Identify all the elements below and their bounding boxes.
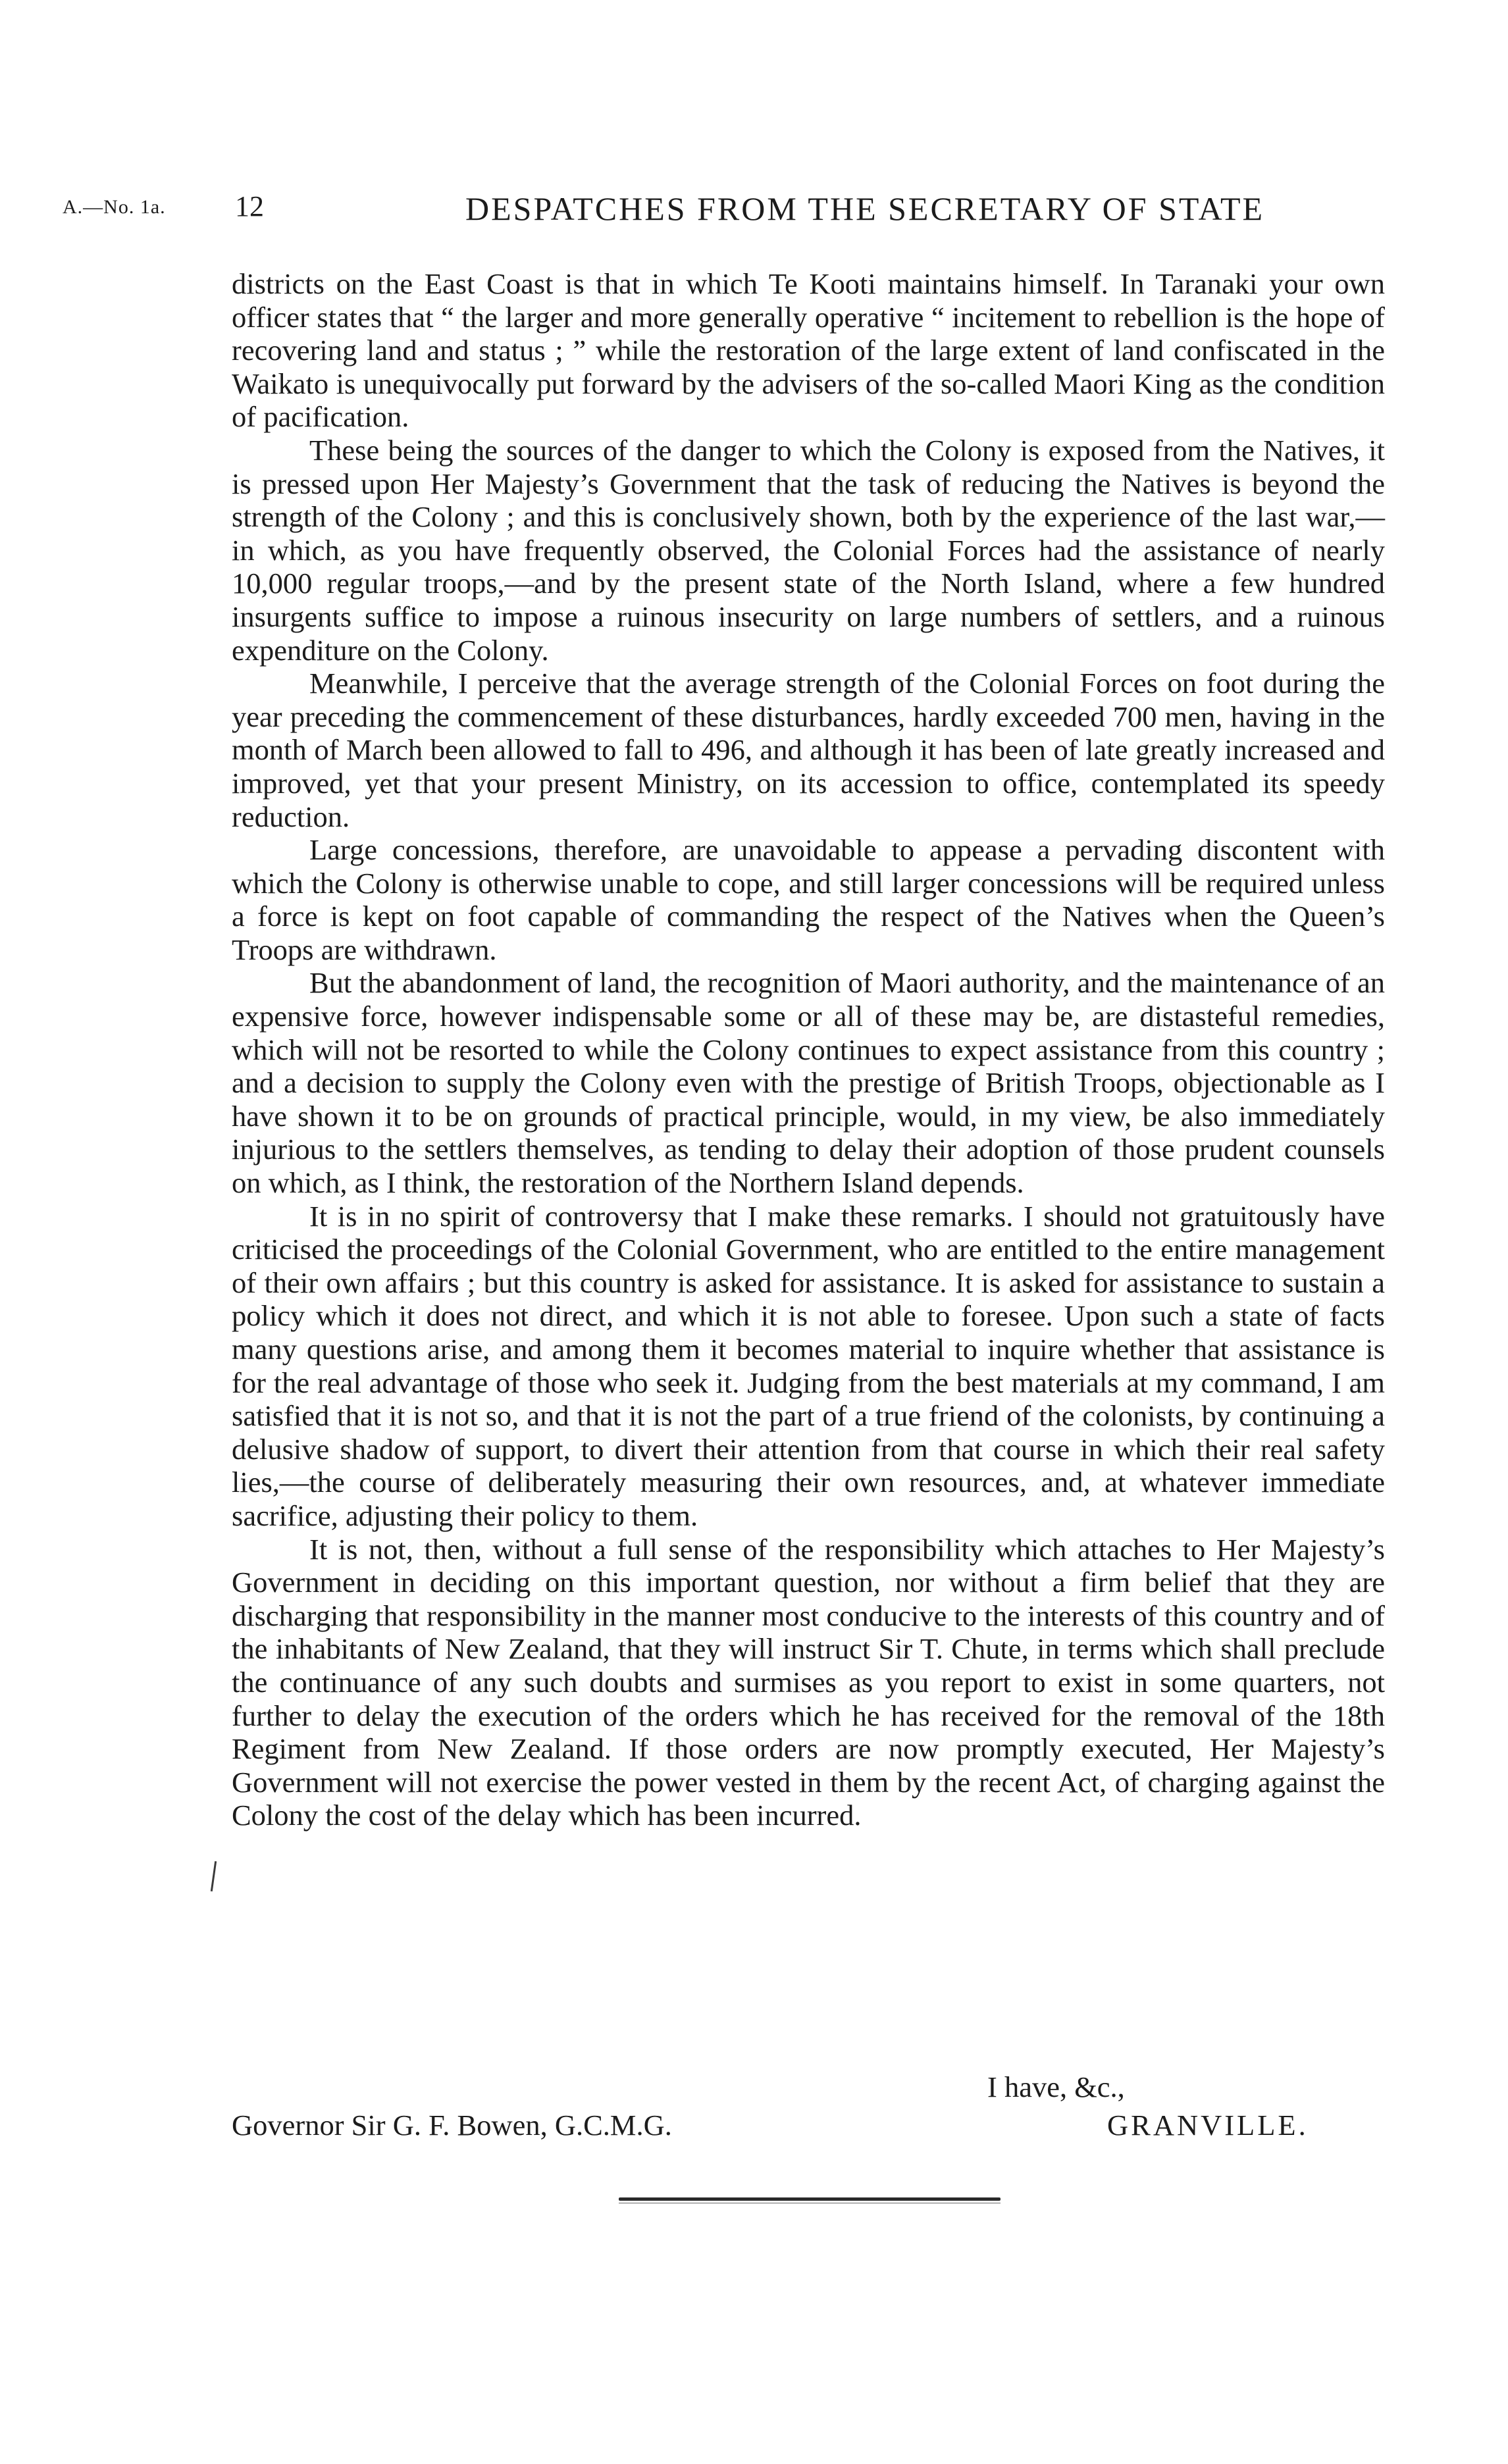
paragraph-1: districts on the East Coast is that in which Te Kooti maintains himself. In Taranaki your own officer states that “ the larger and more generally operative “ incitement to rebellion is the hope of recovering land and status ; ” while the restoration of the large extent of land confiscated in the Waikato is unequivocally put forward by the advisers of the so-called Maori King as the condition of pacification. — [232, 267, 1385, 434]
valediction: I have, &c., — [987, 2070, 1125, 2103]
paragraph-7: It is not, then, without a full sense of the responsibility which attaches to Her Majesty’s Government in deciding on this important question, nor without a firm belief that they are discharging that responsibility in the manner most conducive to the interests of this country and of the inhabitants of New Zealand, that they will instruct Sir T. Chute, in terms which shall preclude the continuance of any such doubts and surmises as you report to exist in some quarters, not further to delay the execution of the orders which he has received for the removal of the 18th Regiment from New Zealand. If those orders are now promptly executed, Her Majesty’s Government will not exercise the power vested in them by the recent Act, of charging against the Colony the cost of the delay which has been incurred. — [232, 1532, 1385, 1832]
paragraph-4: Large concessions, therefore, are unavoidable to appease a pervading discontent with which the Colony is otherwise unable to cope, and still larger concessions will be required unless a force is kept on foot capable of commanding the respect of the Natives when the Queen’s Troops are withdrawn. — [232, 833, 1385, 966]
signature: GRANVILLE. — [1107, 2109, 1309, 2142]
running-title: DESPATCHES FROM THE SECRETARY OF STATE — [465, 190, 1265, 227]
closing-block — [232, 2070, 1385, 2143]
margin-annotation-mark — [211, 1861, 217, 1891]
despatch-body — [232, 267, 1385, 1832]
end-rule — [619, 2197, 1001, 2201]
page-header — [63, 190, 1280, 229]
paragraph-5: But the abandonment of land, the recognition of Maori authority, and the maintenance of an expensive force, however indispensable some or all of these may be, are distasteful remedies, which will not be resorted to while the Colony continues to expect assistance from this country ; and a decision to supply the Colony even with the prestige of British Troops, objectionable as I have shown it to be on grounds of practical principle, would, in my view, be also immediately injurious to the settlers themselves, as tending to delay their adoption of those prudent counsels on which, as I think, the restoration of the Northern Island depends. — [232, 966, 1385, 1200]
paragraph-2: These being the sources of the danger to which the Colony is exposed from the Natives, it is pressed upon Her Majesty’s Government that the task of reducing the Natives is beyond the strength of the Colony ; and this is conclusively shown, both by the experience of the last war,—in which, as you have frequently observed, the Colonial Forces had the assistance of nearly 10,000 regular troops,—and by the present state of the North Island, where a few hundred insurgents suffice to impose a ruinous insecurity on large numbers of settlers, and a ruinous expenditure on the Colony. — [232, 433, 1385, 667]
addressee: Governor Sir G. F. Bowen, G.C.M.G. — [232, 2109, 672, 2142]
paragraph-6: It is in no spirit of controversy that I make these remarks. I should not gratuitously have criticised the proceedings of the Colonial Government, who are entitled to the entire management of their own affairs ; but this country is asked for assistance. It is asked for assistance to sustain a policy which it does not direct, and which it is not able to foresee. Upon such a state of facts many questions arise, and among them it becomes material to inquire whether that assistance is for the real advantage of those who seek it. Judging from the best materials at my command, I am satisfied that it is not so, and that it is not the part of a true friend of the colonists, by continuing a delusive shadow of support, to divert their attention from that course in which their real safety lies,—the course of deliberately measuring their own resources, and, at whatever immediate sacrifice, adjusting their policy to them. — [232, 1199, 1385, 1532]
paragraph-3: Meanwhile, I perceive that the average strength of the Colonial Forces on foot during the year preceding the commencement of these disturbances, hardly exceeded 700 men, having in the month of March been allowed to fall to 496, and although it has been of late greatly increased and improved, yet that your present Ministry, on its accession to office, contemplated its speedy reduction. — [232, 667, 1385, 833]
document-reference: A.—No. 1a. — [63, 196, 166, 218]
page-number: 12 — [235, 190, 264, 222]
